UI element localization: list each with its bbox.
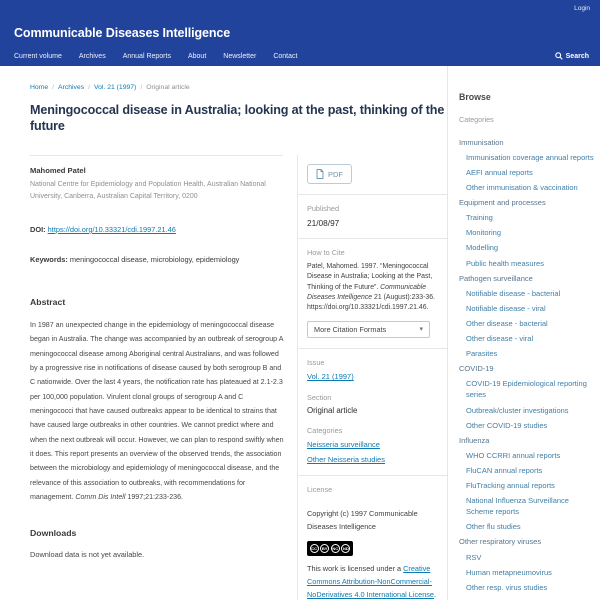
browse-heading: Browse (459, 92, 491, 102)
sidebar-category-link[interactable]: COVID-19 Epidemiological reporting series (466, 379, 587, 400)
author-name: Mahomed Patel (30, 166, 86, 175)
breadcrumb (30, 84, 190, 91)
downloads-heading: Downloads (30, 528, 77, 538)
sidebar-category-link[interactable]: Equipment and processes (459, 198, 546, 208)
search-label: Search (565, 52, 589, 60)
published-section (298, 195, 447, 239)
page-title: Meningococcal disease in Australia; looking at the past, thinking of the future (30, 103, 445, 133)
sidebar-category-link[interactable]: Other immunisation & vaccination (466, 183, 578, 193)
sidebar-category-link[interactable]: Immunisation (459, 137, 504, 147)
nav-item[interactable]: Newsletter (223, 53, 257, 60)
sidebar-category-link[interactable]: Immunisation coverage annual reports (466, 152, 594, 162)
published-label: Published (307, 204, 340, 213)
doi-label: DOI: (30, 225, 46, 234)
site-header (0, 0, 600, 66)
abstract-heading: Abstract (30, 297, 66, 307)
sidebar-category-link[interactable]: Public health measures (466, 258, 544, 268)
sidebar-category-link[interactable]: Human metapneumovirus (466, 567, 552, 577)
pdf-button[interactable] (307, 164, 352, 184)
citation-formats-select[interactable] (307, 321, 430, 338)
how-to-cite-section (298, 239, 447, 349)
sidebar-categories-label: Categories (459, 115, 494, 124)
section-value: Original article (307, 406, 358, 416)
category-link[interactable]: Neisseria surveillance (307, 440, 380, 450)
citation-formats-label: More Citation Formats (314, 325, 387, 335)
sidebar-category-link[interactable]: Training (466, 213, 493, 223)
how-to-cite-label: How to Cite (307, 248, 345, 257)
sidebar-category-link[interactable]: Other disease - bacterial (466, 318, 548, 328)
downloads-text: Download data is not yet available. (30, 550, 145, 559)
section-label: Section (307, 393, 332, 403)
author-affiliation: National Centre for Epidemiology and Population Health, Australian National University, Canberra, Australian Capital Territory, 0200 (30, 181, 266, 200)
citation-text: Patel, Mahomed. 1997. “Meningococcal Disease in Australia; Looking at the Past, Thinking of the Future”. Communicable Diseases Intelligence 21 (August):233-36. https://doi.org/10.33321/cdi.1997.21.46. (307, 263, 435, 312)
sidebar-category-link[interactable]: Influenza (459, 435, 490, 445)
journal-title[interactable]: Communicable Diseases Intelligence (14, 26, 231, 40)
sidebar-category-link[interactable]: Modelling (466, 243, 499, 253)
keywords-text: meningococcal disease, microbiology, epidemiology (67, 255, 240, 264)
license-section (298, 476, 447, 600)
issue-label: Issue (307, 358, 325, 368)
pdf-file-icon (316, 169, 324, 179)
primary-nav (14, 53, 297, 60)
cc-icon: ND (342, 546, 349, 552)
nav-item[interactable]: About (187, 53, 207, 60)
sidebar-category-link[interactable]: Other resp. virus studies (466, 582, 548, 592)
nav-item[interactable]: Archives (78, 53, 106, 60)
breadcrumb-link[interactable]: Vol. 21 (1997) (93, 84, 137, 91)
categories-label: Categories (307, 426, 343, 436)
abstract-citation: Comm Dis Intell (75, 493, 126, 502)
sidebar-category-link[interactable]: Other disease - viral (466, 333, 534, 343)
sidebar-category-link[interactable]: WHO CCRRI annual reports (466, 450, 561, 460)
cc-icon: CC (311, 546, 317, 552)
abstract-text: In 1987 an unexpected change in the epidemiology of meningococcal disease began in Australia. The change was accompanied by an outbreak of serogroup A meningococcal disease among Aboriginal central Australians, and was followed by a progressive rise in notifications of disease caused by both serogroup B and C nationwide. Over the last 4 years, the notification rate has plateaued at 2.1-2.3 per 100,000 population. Virulent clonal groups of serogroup A and C meningococci that have caused outbreaks appear to be identical to strains that have caused large outbreaks in other countries. We cannot predict where and when the next outbreak will occur. However, we can plan to respond swiftly when it does. This report presents an overview of the observed trends, the association between the microbiology and epidemiology of meningococcal disease, and the relevance of this association to outbreaks, with recommendations for management. Comm Dis Intell 1997;21:233-236. (30, 321, 284, 502)
sidebar-category-link[interactable]: FluTracking annual reports (466, 480, 555, 490)
cc-icon: NC (332, 546, 339, 552)
sidebar-category-link[interactable]: Pathogen surveillance (459, 273, 533, 283)
sidebar-category-link[interactable]: AEFI annual reports (466, 168, 533, 178)
breadcrumb-link[interactable]: Archives (58, 84, 85, 91)
category-list (459, 135, 594, 595)
sidebar-category-link[interactable]: Other COVID-19 studies (466, 420, 548, 430)
nav-item[interactable]: Contact (273, 53, 298, 60)
sidebar-category-link[interactable]: National Influenza Surveillance Scheme reports (466, 495, 569, 517)
nav-item[interactable]: Current volume (14, 53, 62, 60)
sidebar-category-link[interactable]: Notifiable disease - viral (466, 303, 546, 313)
license-statement: This work is licensed under a Creative Commons Attribution-NonCommercial-NoDerivatives 4.0 International License. (307, 564, 436, 600)
sidebar-category-link[interactable]: FluCAN annual reports (466, 465, 543, 475)
pdf-section (298, 155, 447, 195)
sidebar-category-link[interactable]: Notifiable disease - bacterial (466, 288, 561, 298)
sidebar-category-link[interactable]: Monitoring (466, 228, 502, 238)
issue-section (298, 349, 447, 476)
keywords-row (30, 255, 285, 264)
search-icon (555, 52, 563, 60)
license-link[interactable]: Creative Commons Attribution-NonCommercial-NoDerivatives 4.0 International License (307, 564, 434, 600)
published-date: 21/08/97 (307, 218, 340, 228)
keywords-label: Keywords: (30, 255, 68, 264)
search-button[interactable] (555, 52, 589, 60)
sidebar-category-link[interactable]: RSV (466, 552, 482, 562)
sidebar-category-link[interactable]: Parasites (466, 348, 498, 358)
pdf-button-label: PDF (328, 169, 343, 179)
breadcrumb-link[interactable]: Home (30, 84, 49, 91)
category-link[interactable]: Other Neisseria studies (307, 455, 385, 465)
cc-license-badge[interactable] (307, 541, 353, 556)
issue-link[interactable]: Vol. 21 (1997) (307, 372, 354, 382)
copyright-text: Copyright (c) 1997 Communicable Diseases Intelligence (307, 509, 418, 531)
license-label: License (307, 485, 333, 495)
doi-link[interactable]: https://doi.org/10.33321/cdi.1997.21.46 (47, 225, 176, 234)
browse-sidebar (447, 66, 600, 600)
divider (30, 155, 283, 156)
cc-icon: BY (321, 546, 328, 552)
sidebar-category-link[interactable]: Other respiratory viruses (459, 537, 542, 547)
sidebar-category-link[interactable]: COVID-19 (459, 364, 494, 374)
article-meta-column (297, 155, 447, 600)
sidebar-category-link[interactable]: Outbreak/cluster investigations (466, 405, 569, 415)
chevron-down-icon: ▾ (419, 326, 423, 334)
doi-row (30, 225, 176, 234)
author-block (30, 166, 285, 203)
login-link[interactable]: Login (574, 5, 590, 12)
nav-item[interactable]: Annual Reports (122, 53, 171, 60)
breadcrumb-current: Original article (146, 84, 190, 91)
sidebar-category-link[interactable]: Other flu studies (466, 522, 521, 532)
